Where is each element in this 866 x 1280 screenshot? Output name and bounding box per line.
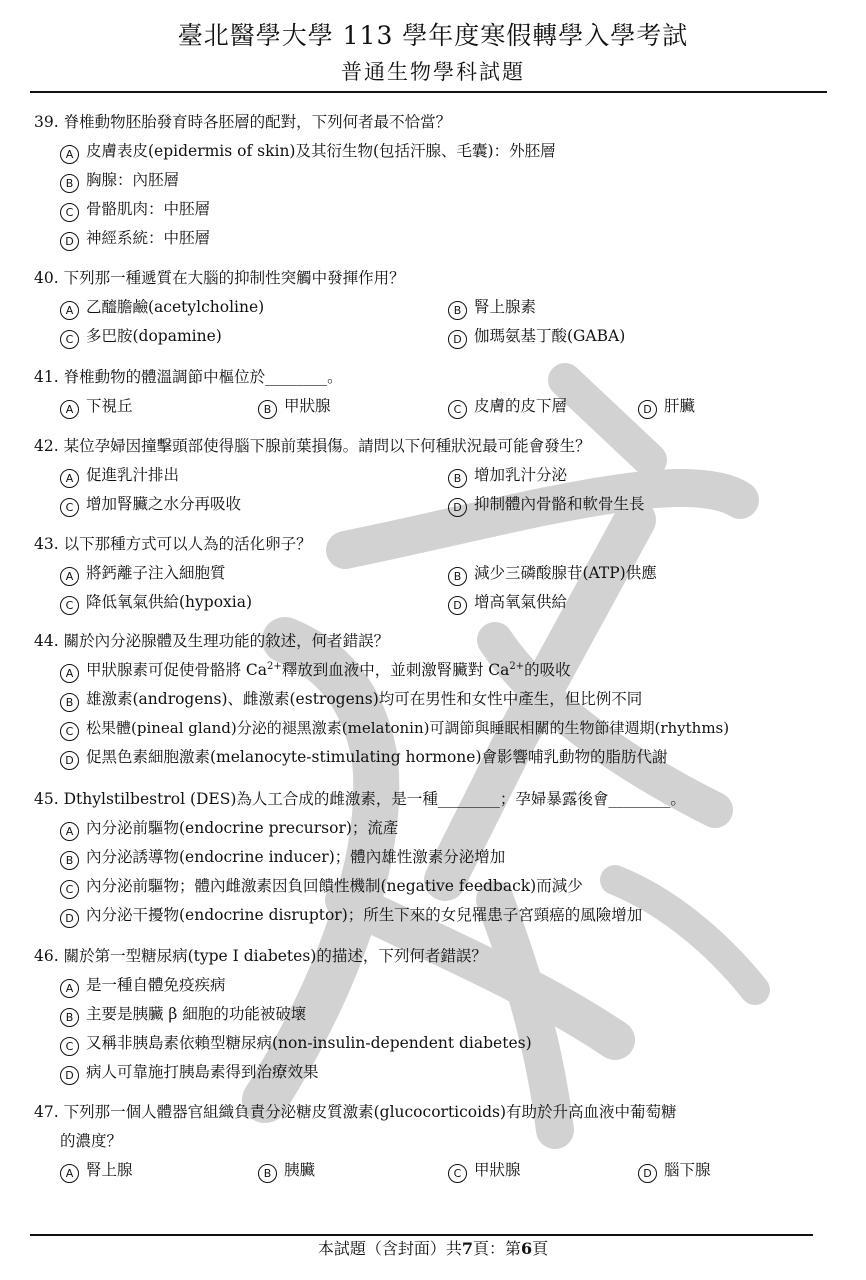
option-d	[34, 901, 834, 930]
option-d	[638, 392, 695, 421]
question-text: 關於第一型糖尿病(type I diabetes)的描述，下列何者錯誤？	[63, 947, 487, 965]
option-row	[34, 322, 834, 351]
option-b	[34, 1000, 834, 1029]
question-text: 脊椎動物的體溫調節中樞位於________。	[63, 368, 343, 386]
option-mark: C	[448, 1164, 467, 1183]
option-mark: C	[60, 1037, 79, 1056]
option-mark: A	[60, 301, 79, 320]
question-stem	[34, 785, 834, 814]
question-number: 46.	[34, 947, 59, 965]
option-mark: D	[448, 330, 467, 349]
option-c	[34, 1029, 834, 1058]
option-text: 促進乳汁排出	[86, 466, 180, 484]
option-c	[34, 714, 834, 743]
option-text: 內分泌前驅物；體內雌激素因負回饋性機制(negative feedback)而減少	[86, 877, 583, 895]
question-text: 下列那一種遞質在大腦的抑制性突觸中發揮作用？	[63, 269, 405, 287]
option-a	[34, 656, 834, 685]
option-mark: B	[258, 1164, 277, 1183]
question-text: 脊椎動物胚胎發育時各胚層的配對，下列何者最不恰當？	[63, 113, 452, 131]
question-40	[34, 264, 834, 351]
option-text: 甲狀腺	[284, 397, 331, 415]
option-text: 肝臟	[664, 397, 696, 415]
option-row	[34, 392, 834, 421]
option-text: 皮膚表皮(epidermis of skin)及其衍生物(包括汗腺、毛囊)：外胚層	[86, 142, 556, 160]
option-mark: A	[60, 400, 79, 419]
footer-rule	[30, 1234, 813, 1236]
option-row	[34, 461, 834, 490]
option-text: 神經系統：中胚層	[86, 229, 211, 247]
option-text: 增加腎臟之水分再吸收	[86, 495, 242, 513]
option-mark: D	[448, 498, 467, 517]
option-d	[638, 1156, 711, 1185]
option-text: 將鈣離子注入細胞質	[86, 564, 226, 582]
option-text: 胸腺：內胚層	[86, 171, 180, 189]
question-stem	[34, 627, 834, 656]
option-c	[34, 195, 834, 224]
option-mark: B	[60, 1008, 79, 1027]
superscript: 2+	[509, 661, 525, 672]
option-mark: D	[60, 232, 79, 251]
option-mark: B	[258, 400, 277, 419]
option-text: 多巴胺(dopamine)	[86, 327, 222, 345]
option-text: 伽瑪氨基丁酸(GABA)	[474, 327, 626, 345]
question-number: 41.	[34, 368, 59, 386]
question-text: 下列那一個人體器官組織負責分泌糖皮質激素(glucocorticoids)有助於升高血液中葡萄糖	[63, 1103, 677, 1121]
question-text: Dthylstilbestrol (DES)為人工合成的雌激素，是一種________；孕婦暴露後會________。	[63, 790, 686, 808]
option-c	[34, 872, 834, 901]
option-b	[448, 461, 567, 490]
option-mark: C	[60, 880, 79, 899]
option-text: 增高氧氣供給	[474, 593, 568, 611]
option-text: 腎上腺	[86, 1161, 133, 1179]
footer-text-pre: 本試題（含封面）共	[317, 1239, 462, 1258]
page-footer	[0, 1238, 866, 1260]
option-text: 腦下腺	[664, 1161, 711, 1179]
question-number: 47.	[34, 1103, 59, 1121]
option-row	[34, 293, 834, 322]
option-row	[34, 490, 834, 519]
exam-title: 臺北醫學大學 113 學年度寒假轉學入學考試	[177, 21, 689, 50]
option-text: 松果體(pineal gland)分泌的褪黑激素(melatonin)可調節與睡眠相關的生物節律週期(rhythms)	[86, 719, 730, 737]
option-c	[448, 1156, 521, 1185]
question-42	[34, 432, 834, 519]
option-d	[34, 1058, 834, 1087]
option-a	[34, 137, 834, 166]
option-mark: A	[60, 979, 79, 998]
option-mark: C	[60, 203, 79, 222]
option-mark: D	[60, 751, 79, 770]
question-47	[34, 1098, 834, 1185]
question-text: 以下那種方式可以人為的活化卵子？	[63, 535, 312, 553]
option-text-pre: 甲狀腺素可促使骨骼將 Ca	[86, 661, 268, 679]
option-text: 乙醯膽鹼(acetylcholine)	[86, 298, 265, 316]
option-text: 下視丘	[86, 397, 133, 415]
question-number: 40.	[34, 269, 59, 287]
footer-text-mid: 頁：第	[472, 1239, 521, 1258]
question-stem	[34, 363, 834, 392]
option-a	[60, 461, 179, 490]
option-text: 內分泌前驅物(endocrine precursor)；流產	[86, 819, 399, 837]
option-mark: D	[60, 909, 79, 928]
option-d	[448, 588, 567, 617]
option-mark: A	[60, 1164, 79, 1183]
superscript: 2+	[267, 661, 282, 672]
question-number: 39.	[34, 113, 59, 131]
option-d	[448, 322, 625, 351]
option-a	[60, 559, 226, 588]
option-mark: B	[60, 851, 79, 870]
question-text: 關於內分泌腺體及生理功能的敘述，何者錯誤？	[63, 632, 390, 650]
option-mark: D	[60, 1066, 79, 1085]
option-mark: B	[448, 567, 467, 586]
question-stem	[34, 942, 834, 971]
option-text: 是一種自體免疫疾病	[86, 976, 226, 994]
option-c	[60, 490, 241, 519]
option-a	[60, 293, 264, 322]
option-row	[34, 588, 834, 617]
option-text: 增加乳汁分泌	[474, 466, 568, 484]
option-mark: A	[60, 567, 79, 586]
option-mark: D	[638, 1164, 657, 1183]
option-c	[60, 322, 222, 351]
option-text: 皮膚的皮下層	[474, 397, 568, 415]
question-stem	[34, 530, 834, 559]
option-b	[34, 166, 834, 195]
option-b	[258, 392, 331, 421]
option-mark: B	[448, 469, 467, 488]
option-d	[34, 224, 834, 253]
question-number: 45.	[34, 790, 59, 808]
question-number: 44.	[34, 632, 59, 650]
option-b	[448, 293, 536, 322]
option-mark: D	[448, 596, 467, 615]
question-stem	[34, 108, 834, 137]
option-text: 病人可靠施打胰島素得到治療效果	[86, 1063, 319, 1081]
footer-text-post: 頁	[532, 1239, 549, 1258]
option-mark: A	[60, 145, 79, 164]
option-mark: A	[60, 469, 79, 488]
question-43	[34, 530, 834, 617]
option-row	[34, 559, 834, 588]
option-text: 骨骼肌肉：中胚層	[86, 200, 211, 218]
exam-subtitle: 普通生物學科試題	[341, 60, 525, 84]
question-text: 某位孕婦因撞擊頭部使得腦下腺前葉損傷。請問以下何種狀況最可能會發生？	[63, 437, 591, 455]
option-text: 腎上腺素	[474, 298, 537, 316]
option-mark: C	[60, 596, 79, 615]
option-b	[258, 1156, 315, 1185]
question-stem	[34, 432, 834, 461]
footer-total-pages: 7	[461, 1239, 473, 1258]
question-stem	[34, 264, 834, 293]
question-45	[34, 785, 834, 930]
option-mark: C	[448, 400, 467, 419]
option-text: 降低氧氣供給(hypoxia)	[86, 593, 253, 611]
option-text: 雄激素(androgens)、雌激素(estrogens)均可在男性和女性中產生，但比例不同	[86, 690, 643, 708]
option-text: 又稱非胰島素依賴型糖尿病(non-insulin-dependent diabetes)	[86, 1034, 532, 1052]
option-text: 減少三磷酸腺苷(ATP)供應	[474, 564, 657, 582]
question-stem	[34, 1098, 834, 1127]
option-text: 抑制體內骨骼和軟骨生長	[474, 495, 645, 513]
option-mark: B	[60, 693, 79, 712]
option-b	[34, 843, 834, 872]
option-mark: B	[448, 301, 467, 320]
option-text: 促黑色素細胞激素(melanocyte-stimulating hormone)會影響哺乳動物的脂肪代謝	[86, 748, 668, 766]
question-stem-continued: 的濃度？	[60, 1132, 123, 1150]
option-a	[60, 392, 133, 421]
option-a	[34, 971, 834, 1000]
option-c	[448, 392, 567, 421]
option-mark: D	[638, 400, 657, 419]
question-44	[34, 627, 834, 772]
option-d	[34, 743, 834, 772]
option-mark: A	[60, 664, 79, 683]
option-a	[60, 1156, 133, 1185]
option-b	[34, 685, 834, 714]
option-mark: C	[60, 330, 79, 349]
option-text: 甲狀腺	[474, 1161, 521, 1179]
question-number: 42.	[34, 437, 59, 455]
option-a	[34, 814, 834, 843]
option-text: 內分泌誘導物(endocrine inducer)；體內雄性激素分泌增加	[86, 848, 506, 866]
question-number: 43.	[34, 535, 59, 553]
footer-page-number: 6	[521, 1239, 533, 1258]
question-39	[34, 108, 834, 253]
option-text: 胰臟	[284, 1161, 316, 1179]
option-mark: C	[60, 498, 79, 517]
option-mark: A	[60, 822, 79, 841]
page-header	[0, 18, 866, 88]
option-b	[448, 559, 657, 588]
option-text-post: 的吸收	[524, 661, 571, 679]
option-d	[448, 490, 645, 519]
option-mark: C	[60, 722, 79, 741]
question-41	[34, 363, 834, 421]
option-mark: B	[60, 174, 79, 193]
option-text: 主要是胰臟 β 細胞的功能被破壞	[86, 1005, 307, 1023]
option-row	[34, 1156, 834, 1185]
option-text: 內分泌干擾物(endocrine disruptor)；所生下來的女兒罹患子宮頸癌的風險增加	[86, 906, 643, 924]
question-46	[34, 942, 834, 1087]
option-text-mid: 釋放到血液中，並刺激腎臟對 Ca	[281, 661, 510, 679]
option-c	[60, 588, 252, 617]
header-rule	[30, 91, 827, 93]
